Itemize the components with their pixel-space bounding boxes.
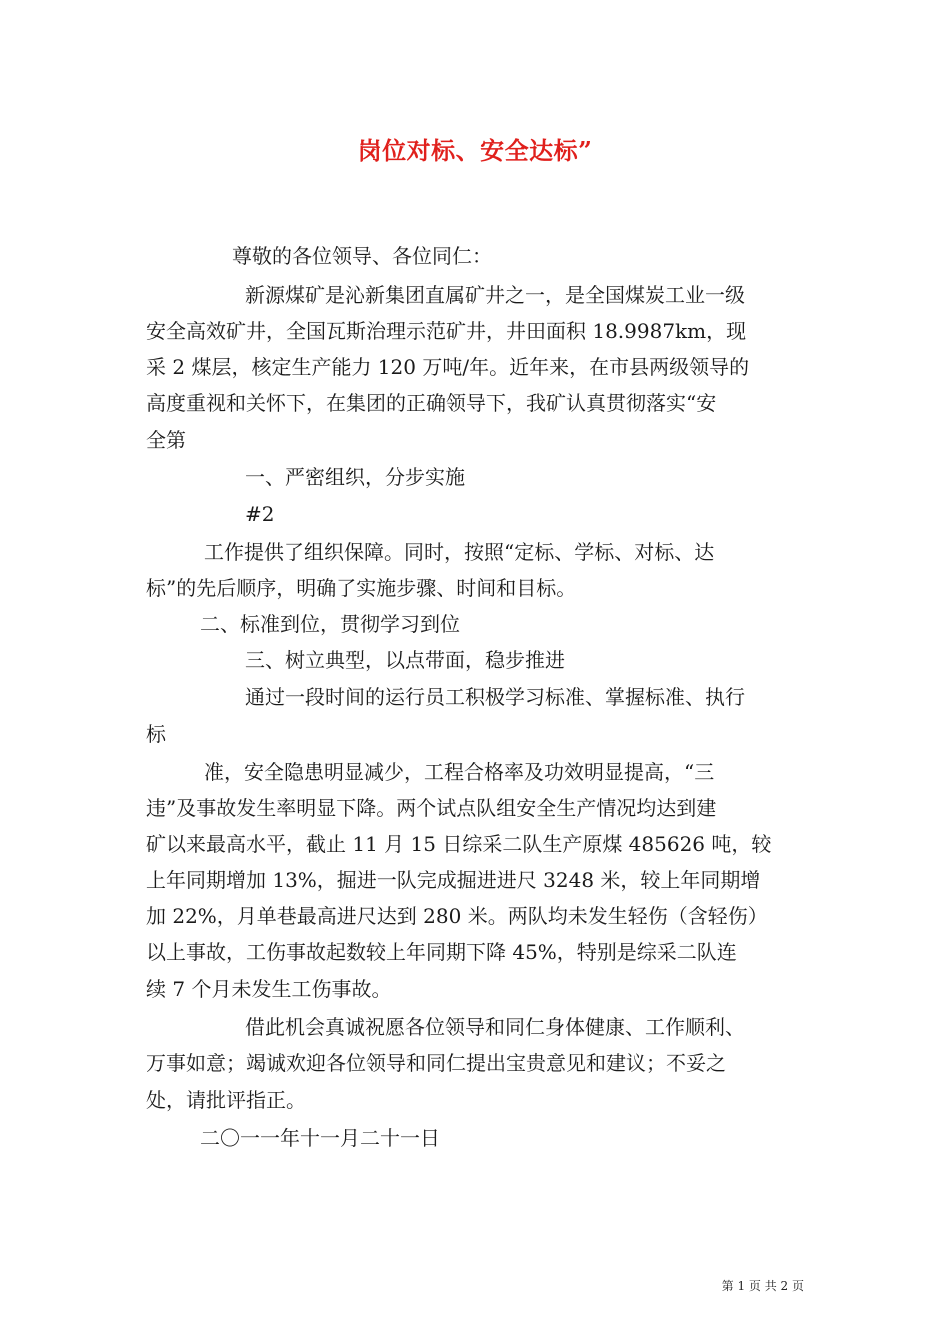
paragraph-line: 加 22%，月单巷最高进尺达到 280 米。两队均未发生轻伤（含轻伤） [146,904,768,928]
paragraph-line: 续 7 个月未发生工伤事故。 [146,977,392,1001]
paragraph-line: 处，请批评指正。 [146,1088,306,1112]
paragraph-line: 工作提供了组织保障。同时，按照“定标、学标、对标、达 [204,540,715,564]
paragraph-line: 全第 [146,428,186,452]
paragraph-line: 标 [146,722,166,746]
paragraph-line: 违”及事故发生率明显下降。两个试点队组安全生产情况均达到建 [146,796,717,820]
paragraph-line: 万事如意；竭诚欢迎各位领导和同仁提出宝贵意见和建议；不妥之 [146,1051,726,1075]
page-title: 岗位对标、安全达标” [357,136,593,165]
paragraph-line: 高度重视和关怀下，在集团的正确领导下，我矿认真贯彻落实“安 [146,391,717,415]
document-date: 二〇一一年十一月二十一日 [200,1126,440,1150]
salutation: 尊敬的各位领导、各位同仁： [232,244,492,268]
section-heading-1: 一、严密组织，分步实施 [245,465,465,489]
paragraph-line: 安全高效矿井，全国瓦斯治理示范矿井，井田面积 18.9987km，现 [146,319,747,343]
paragraph-line: 以上事故，工伤事故起数较上年同期下降 45%，特别是综采二队连 [146,940,737,964]
paragraph-line: 准，安全隐患明显减少，工程合格率及功效明显提高，“三 [204,760,715,784]
page-indicator: 第 1 页 共 2 页 [721,1279,804,1293]
paragraph-line: 新源煤矿是沁新集团直属矿井之一，是全国煤炭工业一级 [245,283,745,307]
section-heading-2: 二、标准到位，贯彻学习到位 [200,612,460,636]
paragraph-line: 上年同期增加 13%，掘进一队完成掘进进尺 3248 米，较上年同期增 [146,868,761,892]
paragraph-line: 借此机会真诚祝愿各位领导和同仁身体健康、工作顺利、 [245,1015,745,1039]
paragraph-line: 标”的先后顺序，明确了实施步骤、时间和目标。 [146,576,577,600]
paragraph-line: 采 2 煤层，核定生产能力 120 万吨/年。近年来，在市县两级领导的 [146,355,750,379]
section-heading-3: 三、树立典型，以点带面，稳步推进 [245,648,565,672]
paragraph-line: 矿以来最高水平，截止 11 月 15 日综采二队生产原煤 485626 吨，较 [146,832,772,856]
paragraph-line: 通过一段时间的运行员工积极学习标准、掌握标准、执行 [245,685,745,709]
paragraph-line: #2 [245,502,275,526]
